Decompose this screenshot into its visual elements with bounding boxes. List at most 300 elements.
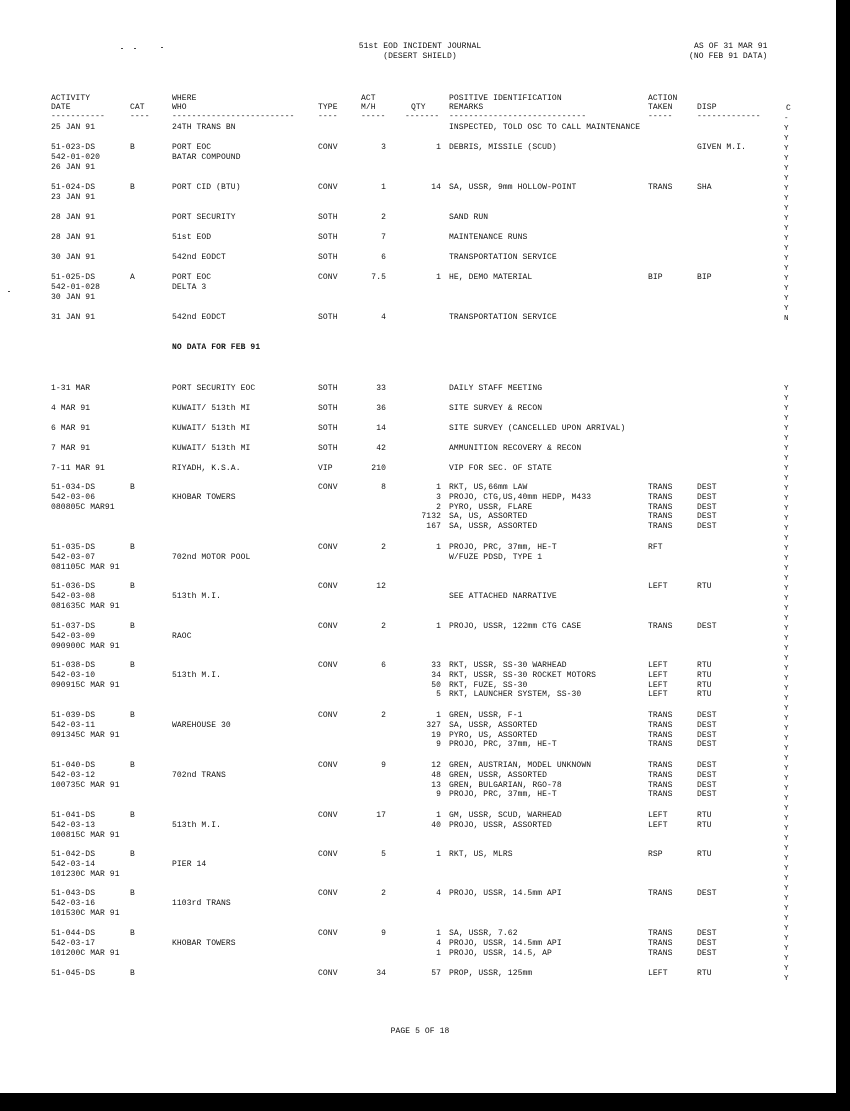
activity-date: 51-043-DS <box>51 889 96 898</box>
action-taken: LEFT <box>648 680 668 690</box>
activity-date: 51-044-DS <box>51 929 96 938</box>
action-taken: TRANS <box>648 780 673 790</box>
remarks: SA, USSR, ASSORTED <box>449 720 538 730</box>
activity-date: 30 JAN 91 <box>51 253 96 262</box>
flag-value: Y <box>784 455 789 463</box>
flag-value: Y <box>784 755 789 763</box>
flag-value: Y <box>784 815 789 823</box>
man-hours: 33 <box>376 384 386 393</box>
disposition: DEST <box>697 889 717 898</box>
flag-value: Y <box>784 875 789 883</box>
remarks: SA, USSR, 9mm HOLLOW-POINT <box>449 183 577 192</box>
flag-value: Y <box>784 665 789 673</box>
remarks: PROJO, USSR, 14.5mm API <box>449 889 562 898</box>
action-taken: LEFT <box>648 820 668 830</box>
type: CONV <box>318 969 338 978</box>
activity-date: 4 MAR 91 <box>51 404 91 413</box>
quantity: 1 <box>436 711 441 720</box>
where-who: RAOC <box>172 631 192 641</box>
type: CONV <box>318 483 338 492</box>
quantity: 12 <box>431 761 441 770</box>
flag-value: Y <box>784 905 789 913</box>
action-taken: TRANS <box>648 622 673 631</box>
activity-date: 51-025-DS <box>51 273 96 282</box>
where-who: 702nd MOTOR POOL <box>172 552 251 562</box>
activity-date: 542-03-16 <box>51 898 96 908</box>
flag-value: Y <box>784 495 789 503</box>
where-who: BATAR COMPOUND <box>172 152 241 162</box>
flag-value: Y <box>784 775 789 783</box>
flag-value: Y <box>784 655 789 663</box>
flag-value: Y <box>784 745 789 753</box>
flag-value: Y <box>784 705 789 713</box>
action-taken: TRANS <box>648 512 673 522</box>
activity-date: 101200C MAR 91 <box>51 948 120 958</box>
flag-value: N <box>784 315 789 323</box>
type: SOTH <box>318 213 338 222</box>
where-who: PORT EOC <box>172 143 212 152</box>
disposition: DEST <box>697 770 717 780</box>
col-type: TYPE <box>318 103 338 112</box>
scan-speck <box>161 47 163 48</box>
flag-value: Y <box>784 845 789 853</box>
remarks: TRANSPORTATION SERVICE <box>449 253 557 262</box>
disposition: RTU <box>697 969 712 978</box>
disposition: DEST <box>697 948 717 958</box>
activity-date: 30 JAN 91 <box>51 292 96 302</box>
scan-speck <box>121 48 123 49</box>
flag-value: Y <box>784 715 789 723</box>
man-hours: 17 <box>376 811 386 820</box>
action-taken: TRANS <box>648 183 673 192</box>
activity-date: 51-040-DS <box>51 761 96 770</box>
flag-value: Y <box>784 435 789 443</box>
disposition: RTU <box>697 811 712 820</box>
remarks: SA, US, ASSORTED <box>449 512 528 522</box>
category: B <box>130 622 135 631</box>
disposition: DEST <box>697 502 717 512</box>
where-who: 513th M.I. <box>172 591 222 601</box>
where-who: 542nd EODCT <box>172 313 226 322</box>
activity-date: 6 MAR 91 <box>51 424 91 433</box>
activity-date: 101230C MAR 91 <box>51 869 120 879</box>
activity-date: 542-03-08 <box>51 591 96 601</box>
flag-value: Y <box>784 915 789 923</box>
col-qty: QTY <box>411 103 426 112</box>
flag-value: Y <box>784 785 789 793</box>
flag-value: Y <box>784 185 789 193</box>
col-disp: DISP <box>697 103 717 112</box>
disposition: DEST <box>697 711 717 720</box>
activity-date: 51-037-DS <box>51 622 96 631</box>
quantity: 1 <box>436 483 441 492</box>
man-hours: 210 <box>371 464 386 473</box>
category: B <box>130 483 135 492</box>
activity-date: 542-03-10 <box>51 670 96 680</box>
activity-date: 542-01-028 <box>51 282 101 292</box>
flag-value: Y <box>784 135 789 143</box>
flag-value: Y <box>784 575 789 583</box>
activity-date: 7-11 MAR 91 <box>51 464 105 473</box>
man-hours: 7 <box>381 233 386 242</box>
type: SOTH <box>318 404 338 413</box>
category: B <box>130 661 135 670</box>
man-hours: 36 <box>376 404 386 413</box>
disposition: DEST <box>697 730 717 740</box>
action-taken: TRANS <box>648 711 673 720</box>
remarks: GREN, USSR, F-1 <box>449 711 523 720</box>
flag-value: Y <box>784 265 789 273</box>
activity-date: 51-023-DS <box>51 143 96 152</box>
remarks: PYRO, USSR, FLARE <box>449 502 533 512</box>
disposition: DEST <box>697 938 717 948</box>
scan-speck <box>134 48 136 49</box>
where-who: DELTA 3 <box>172 282 207 292</box>
flag-value: Y <box>784 425 789 433</box>
journal-subtitle: (DESERT SHIELD) <box>383 52 457 61</box>
flag-value: Y <box>784 615 789 623</box>
activity-date: 28 JAN 91 <box>51 213 96 222</box>
flag-value: Y <box>784 585 789 593</box>
where-who: 24TH TRANS BN <box>172 123 236 132</box>
flag-value: Y <box>784 945 789 953</box>
action-taken: TRANS <box>648 929 673 938</box>
quantity: 57 <box>431 969 441 978</box>
col-underline: ------------- <box>697 112 761 121</box>
quantity: 33 <box>431 661 441 670</box>
activity-date: 542-03-17 <box>51 938 96 948</box>
action-taken: LEFT <box>648 690 668 700</box>
type: SOTH <box>318 384 338 393</box>
quantity: 4 <box>436 938 441 948</box>
remarks: SEE ATTACHED NARRATIVE <box>449 591 557 601</box>
disposition: DEST <box>697 522 717 532</box>
flag-value: Y <box>784 965 789 973</box>
type: CONV <box>318 761 338 770</box>
type: CONV <box>318 543 338 552</box>
man-hours: 12 <box>376 582 386 591</box>
quantity: 34 <box>431 670 441 680</box>
flag-value: Y <box>784 275 789 283</box>
category: B <box>130 582 135 591</box>
action-taken: TRANS <box>648 889 673 898</box>
col-act: ACT <box>361 94 376 103</box>
where-who: WAREHOUSE 30 <box>172 720 231 730</box>
col-underline: ---- <box>318 112 338 121</box>
disposition: DEST <box>697 790 717 800</box>
col-where: WHERE <box>172 94 197 103</box>
col-underline: ----- <box>361 112 386 121</box>
quantity: 1 <box>436 143 441 152</box>
quantity: 1 <box>436 622 441 631</box>
activity-date: 31 JAN 91 <box>51 313 96 322</box>
flag-value: Y <box>784 485 789 493</box>
flag-value: Y <box>784 195 789 203</box>
man-hours: 1 <box>381 183 386 192</box>
flag-value: Y <box>784 405 789 413</box>
flag-value: Y <box>784 175 789 183</box>
man-hours: 6 <box>381 253 386 262</box>
disposition: DEST <box>697 929 717 938</box>
flag-value: Y <box>784 285 789 293</box>
activity-date: 542-03-14 <box>51 859 96 869</box>
action-taken: TRANS <box>648 522 673 532</box>
flag-value: Y <box>784 505 789 513</box>
disposition: RTU <box>697 690 712 700</box>
remarks: PROJO, USSR, ASSORTED <box>449 820 552 830</box>
col-underline: ---------------------------- <box>449 112 587 121</box>
activity-date: 080805C MAR91 <box>51 502 115 512</box>
flag-value: Y <box>784 765 789 773</box>
man-hours: 14 <box>376 424 386 433</box>
where-who: PORT SECURITY <box>172 213 236 222</box>
scan-border-bottom <box>0 1093 850 1111</box>
where-who: 702nd TRANS <box>172 770 226 780</box>
quantity: 14 <box>431 183 441 192</box>
scan-speck <box>8 291 10 292</box>
disposition: DEST <box>697 740 717 750</box>
flag-value: Y <box>784 475 789 483</box>
type: CONV <box>318 661 338 670</box>
disposition: DEST <box>697 512 717 522</box>
type: CONV <box>318 143 338 152</box>
flag-value: Y <box>784 975 789 983</box>
quantity: 1 <box>436 811 441 820</box>
where-who: KUWAIT/ 513th MI <box>172 424 251 433</box>
flag-value: Y <box>784 835 789 843</box>
activity-date: 542-01-020 <box>51 152 101 162</box>
flag-value: Y <box>784 955 789 963</box>
col-mh: M/H <box>361 103 376 112</box>
flag-value: Y <box>784 125 789 133</box>
activity-date: 7 MAR 91 <box>51 444 91 453</box>
remarks: SITE SURVEY & RECON <box>449 404 543 413</box>
flag-value: Y <box>784 895 789 903</box>
activity-date: 23 JAN 91 <box>51 192 96 202</box>
flag-value: Y <box>784 635 789 643</box>
flag-value: - <box>784 115 789 123</box>
remarks: PROJO, PRC, 37mm, HE-T <box>449 740 557 750</box>
remarks: SITE SURVEY (CANCELLED UPON ARRIVAL) <box>449 424 626 433</box>
col-activity: ACTIVITY <box>51 94 91 103</box>
action-taken: TRANS <box>648 761 673 770</box>
activity-date: 090915C MAR 91 <box>51 680 120 690</box>
disposition: RTU <box>697 661 712 670</box>
activity-date: 51-042-DS <box>51 850 96 859</box>
disposition: RTU <box>697 582 712 591</box>
action-taken: LEFT <box>648 661 668 670</box>
flag-value: Y <box>784 305 789 313</box>
remarks: SA, USSR, 7.62 <box>449 929 518 938</box>
quantity: 9 <box>436 790 441 800</box>
remarks: PYRO, US, ASSORTED <box>449 730 538 740</box>
man-hours: 5 <box>381 850 386 859</box>
remarks: SA, USSR, ASSORTED <box>449 522 538 532</box>
type: SOTH <box>318 444 338 453</box>
type: CONV <box>318 273 338 282</box>
remarks: HE, DEMO MATERIAL <box>449 273 533 282</box>
where-who: KUWAIT/ 513th MI <box>172 444 251 453</box>
disposition: DEST <box>697 720 717 730</box>
activity-date: 51-036-DS <box>51 582 96 591</box>
remarks: PROJO, CTG,US,40mm HEDP, M433 <box>449 492 592 502</box>
flag-value: Y <box>784 805 789 813</box>
flag-value: Y <box>784 255 789 263</box>
type: CONV <box>318 850 338 859</box>
action-taken: TRANS <box>648 740 673 750</box>
remarks: RKT, US, MLRS <box>449 850 513 859</box>
page-number: PAGE 5 OF 18 <box>390 1027 450 1036</box>
where-who: RIYADH, K.S.A. <box>172 464 241 473</box>
where-who: 51st EOD <box>172 233 212 242</box>
where-who: 1103rd TRANS <box>172 898 231 908</box>
flag-value: Y <box>784 465 789 473</box>
flag-value: Y <box>784 795 789 803</box>
disposition: RTU <box>697 670 712 680</box>
col-positive-id: POSITIVE IDENTIFICATION <box>449 94 562 103</box>
flag-value: Y <box>784 545 789 553</box>
col-underline: ----------- <box>51 112 105 121</box>
flag-value: Y <box>784 725 789 733</box>
flag-value: Y <box>784 445 789 453</box>
flag-value: Y <box>784 215 789 223</box>
flag-value: Y <box>784 205 789 213</box>
flag-value: Y <box>784 825 789 833</box>
where-who: PORT CID (BTU) <box>172 183 241 192</box>
disposition: DEST <box>697 492 717 502</box>
remarks: PROJO, USSR, 122mm CTG CASE <box>449 622 582 631</box>
flag-value: Y <box>784 235 789 243</box>
activity-date: 51-034-DS <box>51 483 96 492</box>
remarks: INSPECTED, TOLD OSC TO CALL MAINTENANCE <box>449 123 641 132</box>
where-who: KHOBAR TOWERS <box>172 938 236 948</box>
man-hours: 2 <box>381 213 386 222</box>
type: CONV <box>318 183 338 192</box>
remarks: GREN, BULGARIAN, RGO-78 <box>449 780 562 790</box>
action-taken: LEFT <box>648 811 668 820</box>
activity-date: 081635C MAR 91 <box>51 601 120 611</box>
action-taken: RFT <box>648 543 663 552</box>
action-taken: BIP <box>648 273 663 282</box>
flag-value: Y <box>784 165 789 173</box>
remarks: RKT, US,66mm LAW <box>449 483 528 492</box>
activity-date: 542-03-06 <box>51 492 96 502</box>
remarks: PROJO, PRC, 37mm, HE-T <box>449 543 557 552</box>
category: B <box>130 969 135 978</box>
category: B <box>130 543 135 552</box>
category: B <box>130 811 135 820</box>
flag-value: Y <box>784 935 789 943</box>
flag-value: Y <box>784 625 789 633</box>
quantity: 1 <box>436 543 441 552</box>
flag-value: Y <box>784 675 789 683</box>
remarks: W/FUZE PDSD, TYPE 1 <box>449 552 543 562</box>
action-taken: TRANS <box>648 492 673 502</box>
flag-value: Y <box>784 225 789 233</box>
man-hours: 2 <box>381 889 386 898</box>
activity-date: 542-03-07 <box>51 552 96 562</box>
action-taken: TRANS <box>648 790 673 800</box>
flag-value: Y <box>784 415 789 423</box>
quantity: 1 <box>436 929 441 938</box>
col-who: WHO <box>172 103 187 112</box>
flag-value: Y <box>784 855 789 863</box>
activity-date: 542-03-12 <box>51 770 96 780</box>
disposition: RTU <box>697 850 712 859</box>
type: CONV <box>318 811 338 820</box>
quantity: 1 <box>436 273 441 282</box>
action-taken: LEFT <box>648 969 668 978</box>
flag-value: Y <box>784 565 789 573</box>
disposition: BIP <box>697 273 712 282</box>
flag-value: Y <box>784 245 789 253</box>
flag-value: Y <box>784 605 789 613</box>
remarks: PROJO, USSR, 14.5mm API <box>449 938 562 948</box>
man-hours: 42 <box>376 444 386 453</box>
no-feb-data-note: (NO FEB 91 DATA) <box>689 52 768 61</box>
flag-value: Y <box>784 555 789 563</box>
remarks: GREN, USSR, ASSORTED <box>449 770 548 780</box>
activity-date: 51-039-DS <box>51 711 96 720</box>
remarks: MAINTENANCE RUNS <box>449 233 528 242</box>
type: SOTH <box>318 233 338 242</box>
type: SOTH <box>318 424 338 433</box>
activity-date: 51-024-DS <box>51 183 96 192</box>
category: B <box>130 183 135 192</box>
disposition: DEST <box>697 483 717 492</box>
flag-value: Y <box>784 595 789 603</box>
action-taken: TRANS <box>648 483 673 492</box>
quantity: 19 <box>431 730 441 740</box>
category: B <box>130 889 135 898</box>
remarks: RKT, USSR, SS-30 WARHEAD <box>449 661 567 670</box>
remarks: GREN, AUSTRIAN, MODEL UNKNOWN <box>449 761 592 770</box>
quantity: 2 <box>436 502 441 512</box>
category: B <box>130 711 135 720</box>
disposition: DEST <box>697 780 717 790</box>
activity-date: 091345C MAR 91 <box>51 730 120 740</box>
type: CONV <box>318 622 338 631</box>
man-hours: 2 <box>381 543 386 552</box>
man-hours: 2 <box>381 711 386 720</box>
disposition: DEST <box>697 622 717 631</box>
man-hours: 2 <box>381 622 386 631</box>
action-taken: TRANS <box>648 948 673 958</box>
flag-value: Y <box>784 145 789 153</box>
journal-title: 51st EOD INCIDENT JOURNAL <box>358 42 482 51</box>
activity-date: 542-03-09 <box>51 631 96 641</box>
quantity: 3 <box>436 492 441 502</box>
action-taken: TRANS <box>648 730 673 740</box>
col-underline: ---- <box>130 112 150 121</box>
where-who: PIER 14 <box>172 859 207 869</box>
flag-value: Y <box>784 685 789 693</box>
category: A <box>130 273 135 282</box>
action-taken: TRANS <box>648 770 673 780</box>
category: B <box>130 929 135 938</box>
man-hours: 9 <box>381 761 386 770</box>
where-who: KHOBAR TOWERS <box>172 492 236 502</box>
where-who: 542nd EODCT <box>172 253 226 262</box>
quantity: 40 <box>431 820 441 830</box>
action-taken: TRANS <box>648 938 673 948</box>
remarks: PROP, USSR, 125mm <box>449 969 533 978</box>
col-action: ACTION <box>648 94 678 103</box>
col-taken: TAKEN <box>648 103 673 112</box>
where-who: PORT SECURITY EOC <box>172 384 256 393</box>
flag-value: Y <box>784 385 789 393</box>
activity-date: 1-31 MAR <box>51 384 91 393</box>
